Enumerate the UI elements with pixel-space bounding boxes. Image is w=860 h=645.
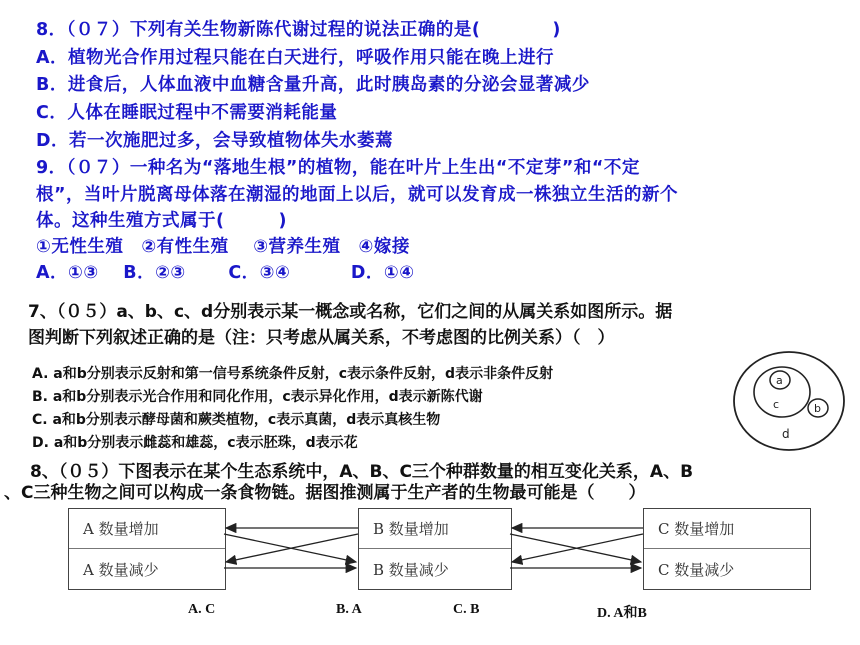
q9-07-stem-line1: 9．（０７）一种名为“落地生根”的植物，能在叶片上生出“不定芽”和“不定 [36,158,640,178]
q8-07-option-b: B．进食后，人体血液中血糖含量升高，此时胰岛素的分泌会显著减少 [36,75,590,95]
q8-07-option-d: D．若一次施肥过多，会导致植物体失水萎蔫 [36,131,394,151]
q8-05-choice-c: C. B [453,602,480,617]
label-b: b [814,402,821,415]
q9-07-items: ①无性生殖 ②有性生殖 ③营养生殖 ④嫁接 [36,237,410,257]
box-c-increase: C 数量增加 [644,509,810,549]
q7-05-option-d: D. a和b分别表示雌蕊和雄蕊，c表示胚珠，d表示花 [32,435,358,451]
q9-07-stem-line2: 根”，当叶片脱离母体落在潮湿的地面上以后，就可以发育成一株独立生活的新个 [36,185,678,205]
label-d: d [782,427,790,441]
q7-05-stem-line2: 图判断下列叙述正确的是（注：只考虑从属关系，不考虑图的比例关系）（ ） [28,328,615,348]
q7-05-option-a: A. a和b分别表示反射和第一信号系统条件反射，c表示条件反射，d表示非条件反射 [32,366,554,382]
q9-07-choices: A．①③ B．②③ C．③④ D．①④ [36,263,415,283]
q7-05-option-c: C. a和b分别表示酵母菌和蕨类植物，c表示真菌，d表示真核生物 [32,412,441,428]
label-a: a [776,374,783,387]
q8-05-choice-b: B. A [336,602,362,617]
box-a-increase: A 数量增加 [69,509,225,549]
q8-07-option-a: A．植物光合作用过程只能在白天进行，呼吸作用只能在晚上进行 [36,48,555,68]
q7-05-option-b: B. a和b分别表示光合作用和同化作用，c表示异化作用，d表示新陈代谢 [32,389,483,405]
q8-05-choice-d: D. A和B [597,606,647,621]
q8-05-stem-line2: 、C三种生物之间可以构成一条食物链。据图推测属于生产者的生物最可能是（ ） [4,483,646,503]
box-c-decrease: C 数量减少 [658,560,735,579]
label-c: c [773,398,780,411]
q7-05-stem-line1: 7、（０５）a、b、c、d分别表示某一概念或名称，它们之间的从属关系如图所示。据 [28,302,673,322]
box-b-decrease: B 数量减少 [373,560,449,579]
q8-05-choice-a: A. C [188,602,216,617]
q9-07-stem-line3: 体。这种生殖方式属于( ) [36,211,287,231]
box-b-increase: B 数量增加 [359,509,511,549]
q8-07-stem: 8．（０７）下列有关生物新陈代谢过程的说法正确的是( ) [36,20,561,40]
q8-05-stem-line1: 8、（０５）下图表示在某个生态系统中，A、B、C三个种群数量的相互变化关系，A、B [30,462,694,482]
q8-07-option-c: C．人体在睡眠过程中不需要消耗能量 [36,103,338,123]
box-a-decrease: A 数量减少 [83,560,159,579]
